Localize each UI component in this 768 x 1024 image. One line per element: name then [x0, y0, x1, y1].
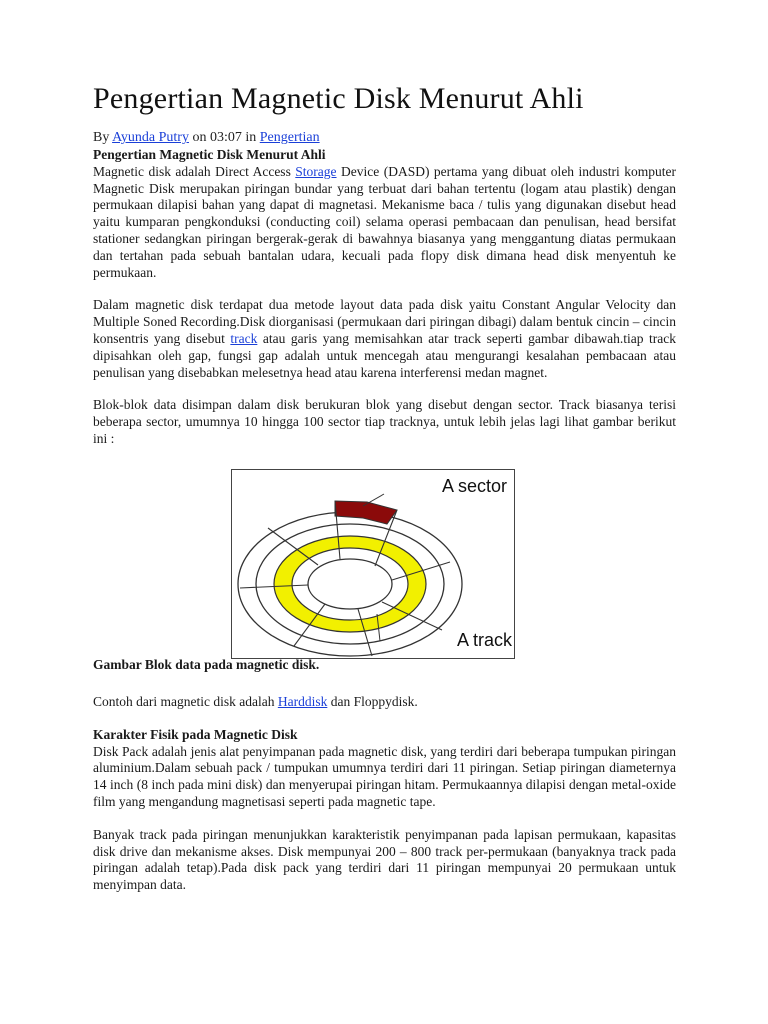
storage-link[interactable]: Storage [295, 163, 337, 179]
paragraph-blocks: Blok-blok data disimpan dalam disk berukuran blok yang disebut dengan sector. Track biasanya terisi beberapa sector, umumnya 10 hingga 100 sector tiap tracknya, untuk lebih jelas lagi lihat gambar berikut ini : [93, 397, 676, 446]
track-label: A track [457, 630, 513, 650]
article-body [93, 147, 676, 448]
section-heading: Pengertian Magnetic Disk Menurut Ahli [93, 147, 326, 162]
p2-text-a: Dalam magnetic disk terdapat dua metode layout data pada disk yaitu Constant Angular Velocity dan Multiple Soned Recording.Disk diorganisasi (permukaan dari piringan dibagi) dalam bentuk cincin – cincin konsentris yang disebut [93, 297, 676, 346]
category-link[interactable]: Pengertian [259, 130, 320, 145]
article-body-2 [93, 694, 676, 910]
paragraph-tracks: Banyak track pada piringan menunjukkan karakteristik penyimpanan pada lapisan permukaan, kapasitas disk drive dan mekanisme akses. Disk mempunyai 200 – 800 track per-permukaan (banyaknya track pada piringan adalah tetap).Pada disk pack yang terdiri dari 11 piringan mempunyai 20 permukaan untuk menyimpan data. [93, 826, 676, 893]
p2-text-b: atau garis yang memisahkan atar track seperti gambar dibawah.tiap track dipisahkan oleh gap, fungsi gap adalah untuk mencegah atau mengurangi kesalahan pembacaan atau penulisan yang disebabkan melesetnya head atau karena interferensi medan magnet. [93, 330, 676, 380]
track-link[interactable]: track [230, 330, 258, 346]
disk-figure [231, 469, 515, 659]
byline-mid: on 03:07 in [188, 130, 260, 145]
harddisk-link[interactable]: Harddisk [277, 694, 328, 709]
inner-ring [308, 559, 392, 609]
p4-text-a: Contoh dari magnetic disk adalah [93, 694, 278, 709]
paragraph-example [93, 694, 676, 711]
figure-caption: Gambar Blok data pada magnetic disk. [93, 657, 320, 672]
section-heading-2: Karakter Fisik pada Magnetic Disk [93, 726, 298, 742]
author-link[interactable]: Ayunda Putry [112, 130, 189, 145]
disk-diagram [232, 470, 514, 658]
track-band [274, 536, 426, 632]
byline [93, 130, 320, 146]
outer-ring [238, 512, 462, 656]
paragraph-intro [93, 164, 676, 282]
paragraph-layout [93, 297, 676, 381]
sector-label: A sector [442, 476, 508, 496]
p4-text-b: dan Floppydisk. [327, 694, 418, 709]
page-title: Pengertian Magnetic Disk Menurut Ahli [93, 82, 584, 115]
p1-text-b: Device (DASD) pertama yang dibuat oleh industri komputer Magnetic Disk merupakan piringan bundar yang terbuat dari bahan tertentu (logam atau plastik) dengan permukaan dilapisi bahan yang dapat di magnetasi. Mekanisme baca / tulis yang digunakan disebut head yaitu kumparan pengkonduksi (conducting coil) selama operasi pembacaan dan penulisan, head bersifat stationer sedangkan piringan bergerak-gerak di bawahnya biasanya yang menggantung diatas permukaan dan tertahan pada sebuah bantalan udara, kecuali pada flopy disk dimana head disk menyentuh ke permukaan. [93, 163, 676, 280]
p1-text-a: Magnetic disk adalah Direct Access [93, 163, 296, 179]
byline-prefix: By [93, 130, 113, 145]
paragraph-diskpack: Disk Pack adalah jenis alat penyimpanan pada magnetic disk, yang terdiri dari beberapa tumpukan piringan aluminium.Dalam sebuah pack / tumpukan umumnya terdiri dari 11 piringan. Setiap piringan diameternya 14 inch (8 inch pada mini disk) dan menyerupai piringan hitam. Permukaannya dilapisi dengan metal-oxide film yang mengandung magnetisasi seperti pada magnetic tape. [93, 743, 676, 809]
